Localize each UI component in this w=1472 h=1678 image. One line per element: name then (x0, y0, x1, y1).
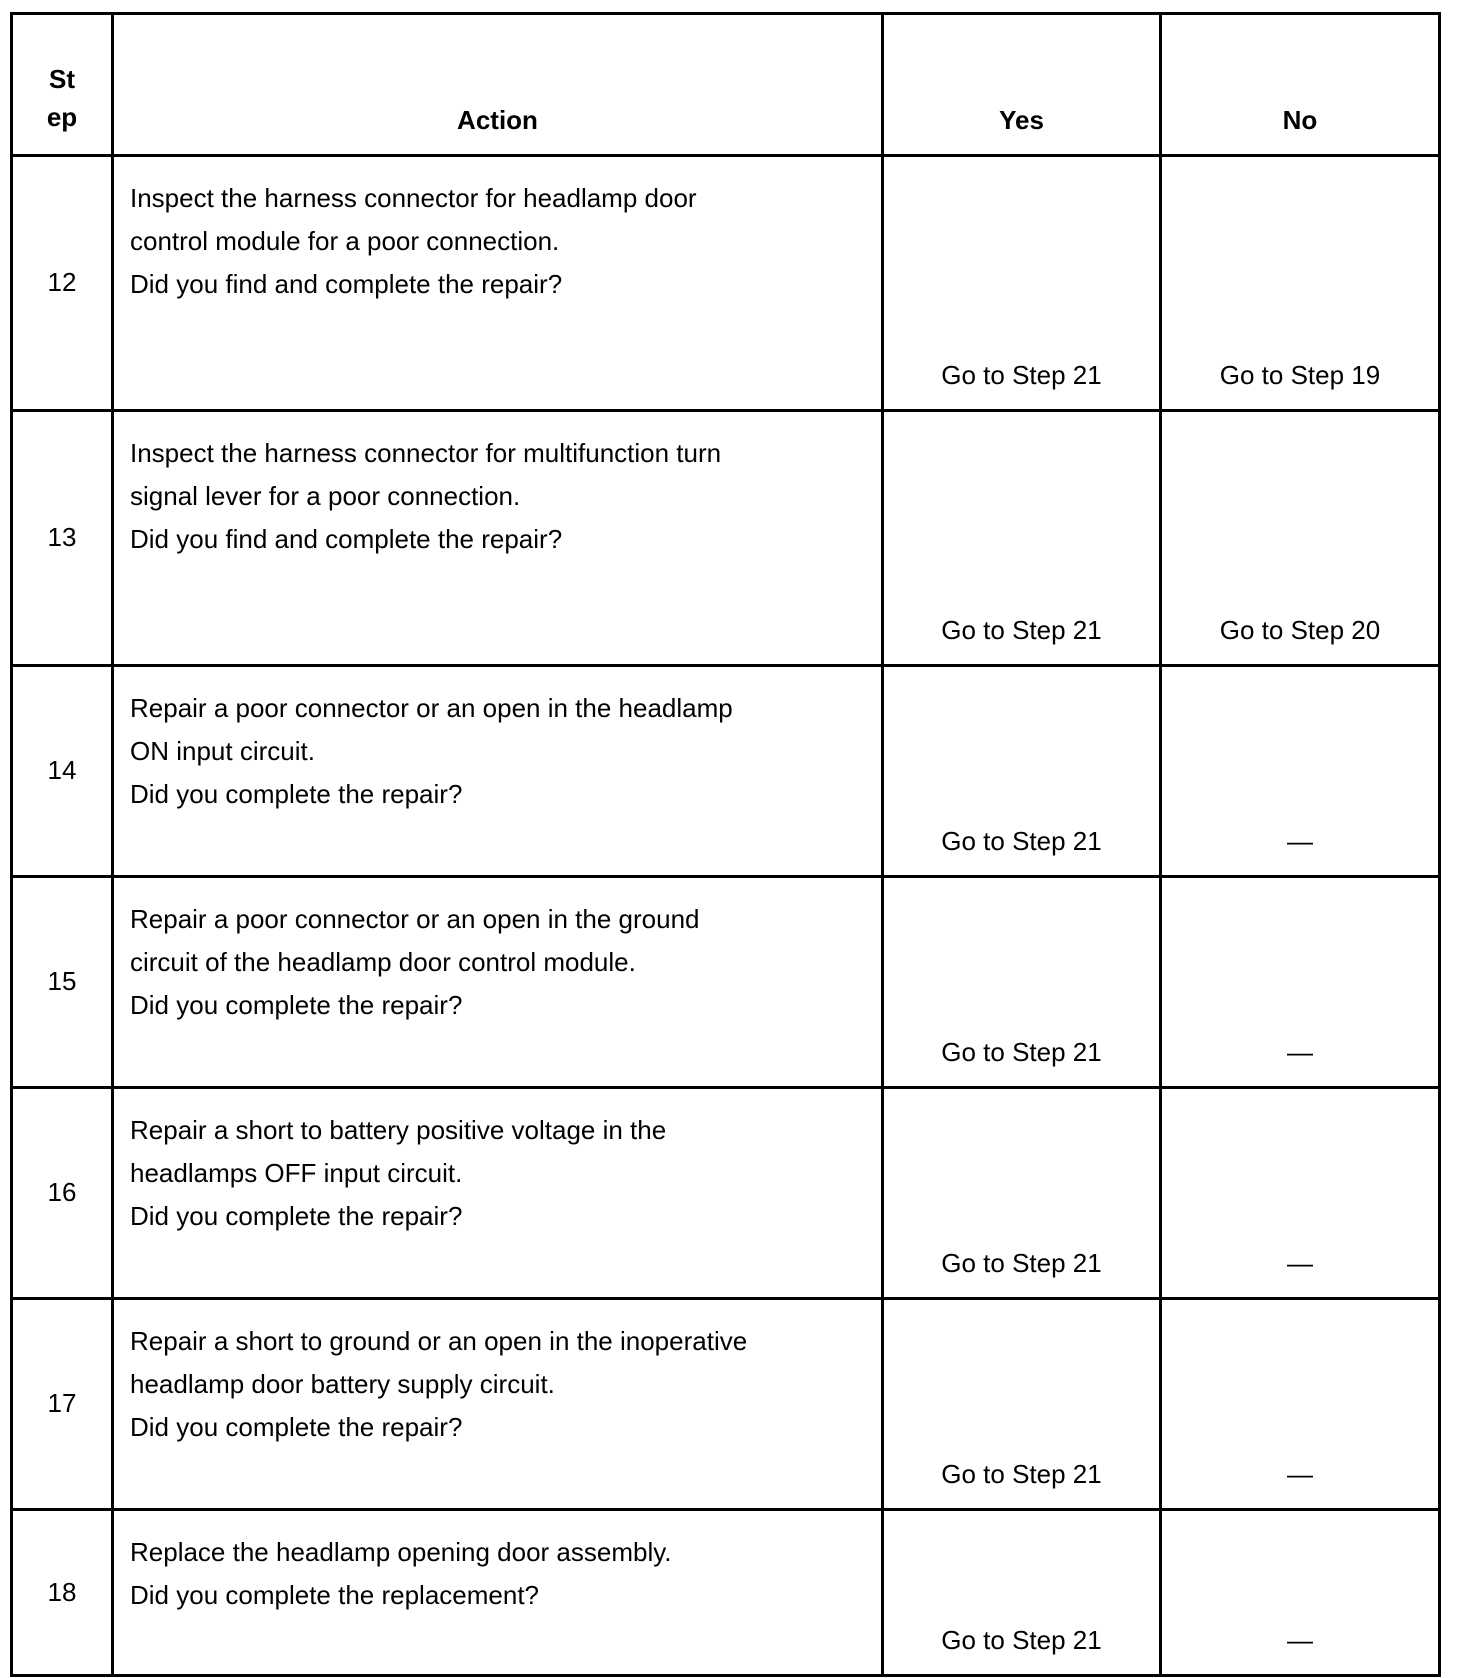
table-row (12, 1510, 1440, 1676)
action-line: Repair a poor connector or an open in the headlamp (130, 693, 733, 723)
table-row (12, 1088, 1440, 1299)
no-cell (1161, 1299, 1440, 1510)
action-line: control module for a poor connection. (130, 226, 560, 256)
action-cell (113, 666, 883, 877)
table-row (12, 411, 1440, 666)
step-header-line-2: ep (46, 102, 78, 132)
yes-cell (883, 666, 1161, 877)
no-result-dash: — (1287, 1036, 1313, 1067)
no-cell (1161, 1510, 1440, 1676)
action-line: ON input circuit. (130, 736, 315, 766)
table-row (12, 156, 1440, 411)
action-line: Did you complete the repair? (130, 990, 463, 1020)
no-result-dash: — (1287, 825, 1313, 856)
no-cell (1161, 411, 1440, 666)
action-line: Did you complete the repair? (130, 1201, 463, 1231)
action-cell (113, 1299, 883, 1510)
diagnostic-steps-table (10, 12, 1441, 1677)
action-line: Did you complete the repair? (130, 1412, 463, 1442)
no-result-dash: — (1287, 1624, 1313, 1655)
action-line: Inspect the harness connector for headlamp door (130, 183, 697, 213)
action-line: Did you complete the replacement? (130, 1580, 540, 1610)
yes-cell (883, 1299, 1161, 1510)
step-number: 12 (12, 156, 113, 411)
action-line: circuit of the headlamp door control module. (130, 947, 636, 977)
action-line: Inspect the harness connector for multifunction turn (130, 438, 722, 468)
action-line: Did you find and complete the repair? (130, 269, 563, 299)
yes-cell (883, 877, 1161, 1088)
yes-result: Go to Step 21 (941, 1624, 1102, 1655)
step-number: 16 (12, 1088, 113, 1299)
no-cell (1161, 1088, 1440, 1299)
no-cell (1161, 877, 1440, 1088)
yes-result: Go to Step 21 (941, 1036, 1102, 1067)
yes-result: Go to Step 21 (941, 614, 1102, 645)
table-row (12, 877, 1440, 1088)
yes-column-header: Yes (883, 14, 1161, 156)
no-result: Go to Step 19 (1219, 359, 1381, 390)
no-result: Go to Step 20 (1219, 614, 1381, 645)
table-row (12, 1299, 1440, 1510)
action-line: Replace the headlamp opening door assembly. (130, 1537, 672, 1567)
action-line: headlamp door battery supply circuit. (130, 1369, 555, 1399)
no-cell (1161, 666, 1440, 877)
action-line: signal lever for a poor connection. (130, 481, 521, 511)
yes-cell (883, 1510, 1161, 1676)
action-cell (113, 156, 883, 411)
no-cell (1161, 156, 1440, 411)
step-number: 13 (12, 411, 113, 666)
step-number: 17 (12, 1299, 113, 1510)
no-column-header: No (1161, 14, 1440, 156)
action-line: Repair a short to battery positive voltage in the (130, 1115, 667, 1145)
yes-result: Go to Step 21 (941, 1458, 1102, 1489)
step-column-header (12, 14, 113, 156)
action-cell (113, 877, 883, 1088)
yes-cell (883, 156, 1161, 411)
yes-result: Go to Step 21 (941, 1247, 1102, 1278)
action-line: headlamps OFF input circuit. (130, 1158, 463, 1188)
step-number: 14 (12, 666, 113, 877)
action-cell (113, 411, 883, 666)
action-cell (113, 1510, 883, 1676)
diagnostic-table-container (10, 12, 1438, 1677)
action-column-header: Action (113, 14, 883, 156)
yes-cell (883, 1088, 1161, 1299)
action-cell (113, 1088, 883, 1299)
yes-result: Go to Step 21 (941, 359, 1102, 390)
step-header-line-1: St (49, 64, 75, 94)
action-line: Did you find and complete the repair? (130, 524, 563, 554)
step-number: 18 (12, 1510, 113, 1676)
table-row (12, 666, 1440, 877)
table-header-row (12, 14, 1440, 156)
yes-cell (883, 411, 1161, 666)
yes-result: Go to Step 21 (941, 825, 1102, 856)
action-line: Did you complete the repair? (130, 779, 463, 809)
step-number: 15 (12, 877, 113, 1088)
no-result-dash: — (1287, 1458, 1313, 1489)
action-line: Repair a poor connector or an open in the ground (130, 904, 700, 934)
no-result-dash: — (1287, 1247, 1313, 1278)
action-line: Repair a short to ground or an open in the inoperative (130, 1326, 748, 1356)
